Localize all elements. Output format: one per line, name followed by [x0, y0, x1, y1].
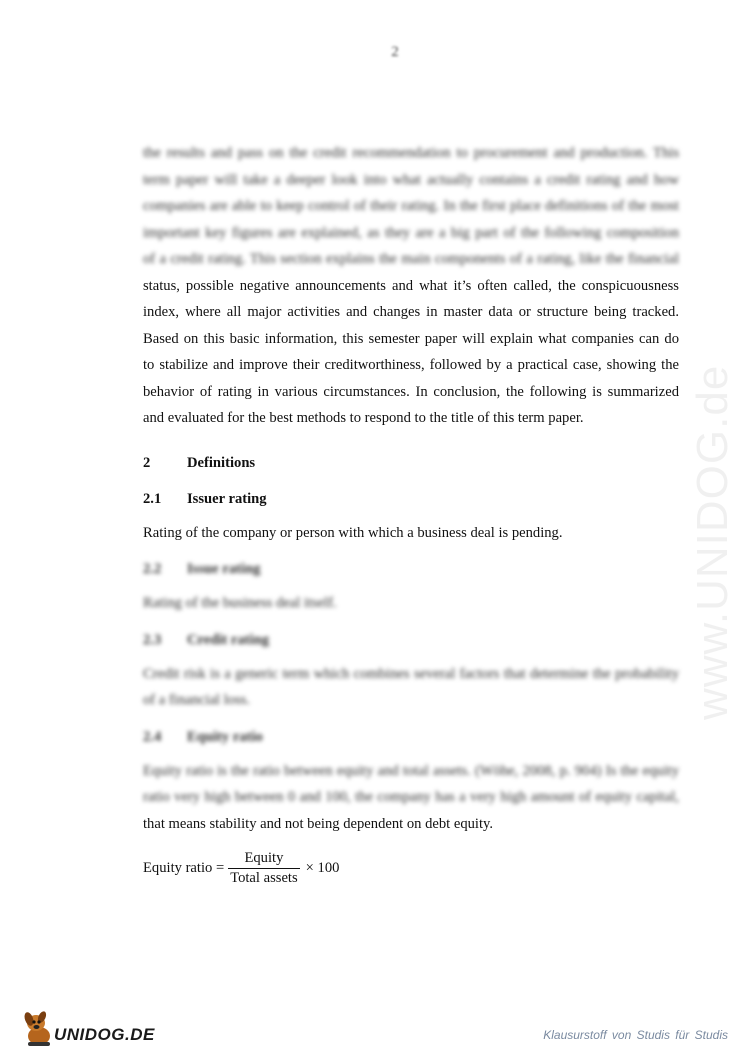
text-line: term paper will take a deeper look into what actually contains a credit rating and how	[143, 171, 679, 188]
text-line: Based on this basic information, this semester paper will explain what companies can do	[143, 330, 679, 347]
section-title: Definitions	[187, 454, 256, 471]
unidog-logo[interactable]	[22, 1008, 155, 1048]
section-heading-issue-rating	[143, 556, 679, 582]
section-number: 2.1	[143, 490, 162, 507]
text-line: to stabilize and improve their creditworthiness, followed by a practical case, showing the	[143, 357, 679, 373]
logo-text: UNIDOG.DE	[54, 1025, 155, 1044]
text-line: status, possible negative announcements and what it’s often called, the conspicuousness	[143, 277, 679, 294]
text-line: of a credit rating. This section explains the main components of a rating, like the financial	[143, 251, 679, 267]
watermark: www.UNIDOG.de	[688, 364, 737, 720]
formula-multiplier: × 100	[305, 860, 340, 877]
text-line: Equity ratio is the ratio between equity and total assets. (Wöhe, 2008, p. 904) Is the equity	[143, 762, 679, 779]
text-line: behavior of rating in various circumstances. In conclusion, the following is summarized	[143, 383, 679, 400]
formula-denominator: Total assets	[230, 870, 298, 886]
text-line: Credit risk is a generic term which combines several factors that determine the probability	[143, 665, 679, 682]
intro-blurred-text	[143, 140, 679, 273]
issue-rating-text: Rating of the business deal itself.	[143, 595, 337, 611]
intro-paragraph	[143, 140, 679, 432]
equity-ratio-text	[143, 811, 679, 838]
equity-ratio-formula	[143, 849, 679, 888]
equity-ratio-blurred-text	[143, 758, 679, 811]
credit-rating-text	[143, 661, 679, 714]
section-heading-definitions	[143, 450, 679, 476]
section-number: 2	[143, 454, 151, 471]
section-title: Issue rating	[187, 561, 261, 577]
page-number: 2	[391, 44, 399, 60]
text-line: the results and pass on the credit recommendation to procurement and production. This	[143, 145, 679, 161]
text-line: important key figures are explained, as they are a big part of the following composition	[143, 224, 679, 241]
text-line: companies are able to keep control of their rating. In the first place definitions of the most	[143, 198, 679, 214]
formula-fraction	[228, 849, 299, 888]
formula-lhs: Equity ratio =	[143, 860, 225, 877]
formula-numerator: Equity	[244, 850, 284, 866]
text-line: index, where all major activities and changes in master data or structure being tracked.	[143, 304, 679, 320]
section-title: Issuer rating	[187, 490, 267, 507]
section-title: Equity ratio	[187, 728, 263, 745]
section-heading-equity-ratio	[143, 724, 679, 750]
document-body	[143, 140, 679, 888]
section-number: 2.3	[143, 631, 162, 648]
dog-mascot-icon	[22, 1008, 56, 1048]
section-title: Credit rating	[187, 631, 270, 648]
text-line: ratio very high between 0 and 100, the company has a very high amount of equity capital,	[143, 789, 679, 805]
text-line: that means stability and not being dependent on debt equity.	[143, 815, 494, 832]
section-heading-credit-rating	[143, 627, 679, 653]
section-heading-issuer-rating	[143, 486, 679, 512]
issuer-rating-text: Rating of the company or person with which a business deal is pending.	[143, 524, 563, 541]
text-line: and evaluated for the best methods to respond to the title of this term paper.	[143, 410, 584, 426]
text-line: of a financial loss.	[143, 692, 250, 708]
section-number: 2.2	[143, 561, 162, 577]
section-number: 2.4	[143, 728, 162, 745]
footer-tagline: Klausurstoff von Studis für Studis	[543, 1028, 728, 1042]
